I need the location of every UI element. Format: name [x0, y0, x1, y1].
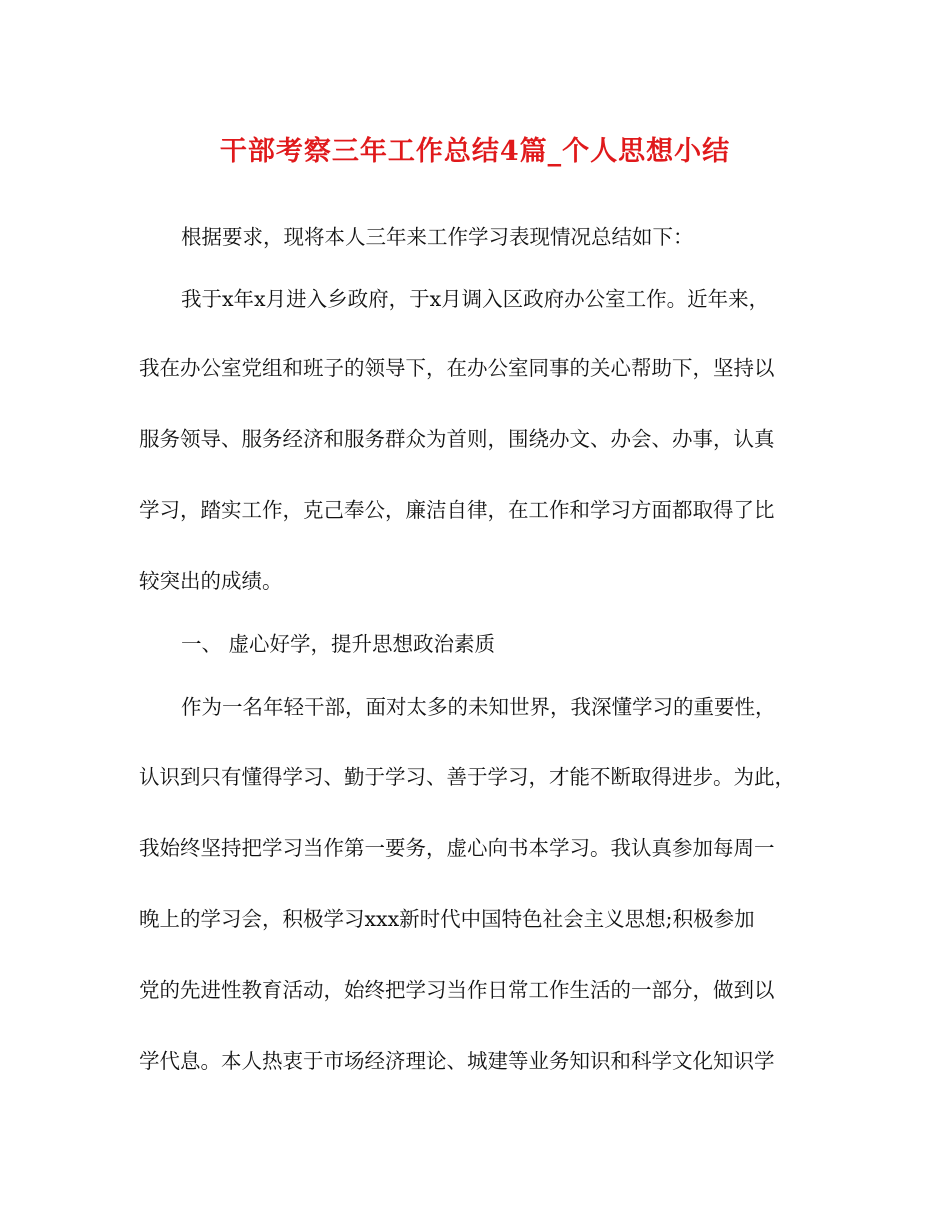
document-title: 干部考察三年工作总结4篇_个人思想小结 — [219, 136, 731, 167]
section-heading: 一、 虚心好学，提升思想政治素质 — [181, 632, 496, 656]
paragraph-line: 晚上的学习会，积极学习xxx新时代中国特色社会主义思想;积极参加 — [139, 907, 755, 931]
paragraph-line: 学习，踏实工作，克己奉公，廉洁自律，在工作和学习方面都取得了比 — [139, 498, 775, 522]
paragraph-line: 我于x年x月进入乡政府，于x月调入区政府办公室工作。近年来， — [181, 287, 770, 311]
paragraph-line: 我在办公室党组和班子的领导下，在办公室同事的关心帮助下，坚持以 — [139, 356, 775, 380]
paragraph-line: 根据要求，现将本人三年来工作学习表现情况总结如下： — [181, 225, 694, 249]
paragraph-line: 学代息。本人热衷于市场经济理论、城建等业务知识和科学文化知识学 — [139, 1049, 775, 1073]
paragraph-line: 较突出的成绩。 — [139, 569, 283, 593]
paragraph-line: 作为一名年轻干部，面对太多的未知世界，我深懂学习的重要性， — [181, 695, 776, 719]
paragraph-line: 服务领导、服务经济和服务群众为首则，围绕办文、办会、办事，认真 — [139, 427, 775, 451]
paragraph-line: 我始终坚持把学习当作第一要务，虚心向书本学习。我认真参加每周一 — [139, 836, 775, 860]
paragraph-line: 党的先进性教育活动，始终把学习当作日常工作生活的一部分，做到以 — [139, 978, 775, 1002]
paragraph-line: 认识到只有懂得学习、勤于学习、善于学习，才能不断取得进步。为此， — [139, 765, 795, 789]
